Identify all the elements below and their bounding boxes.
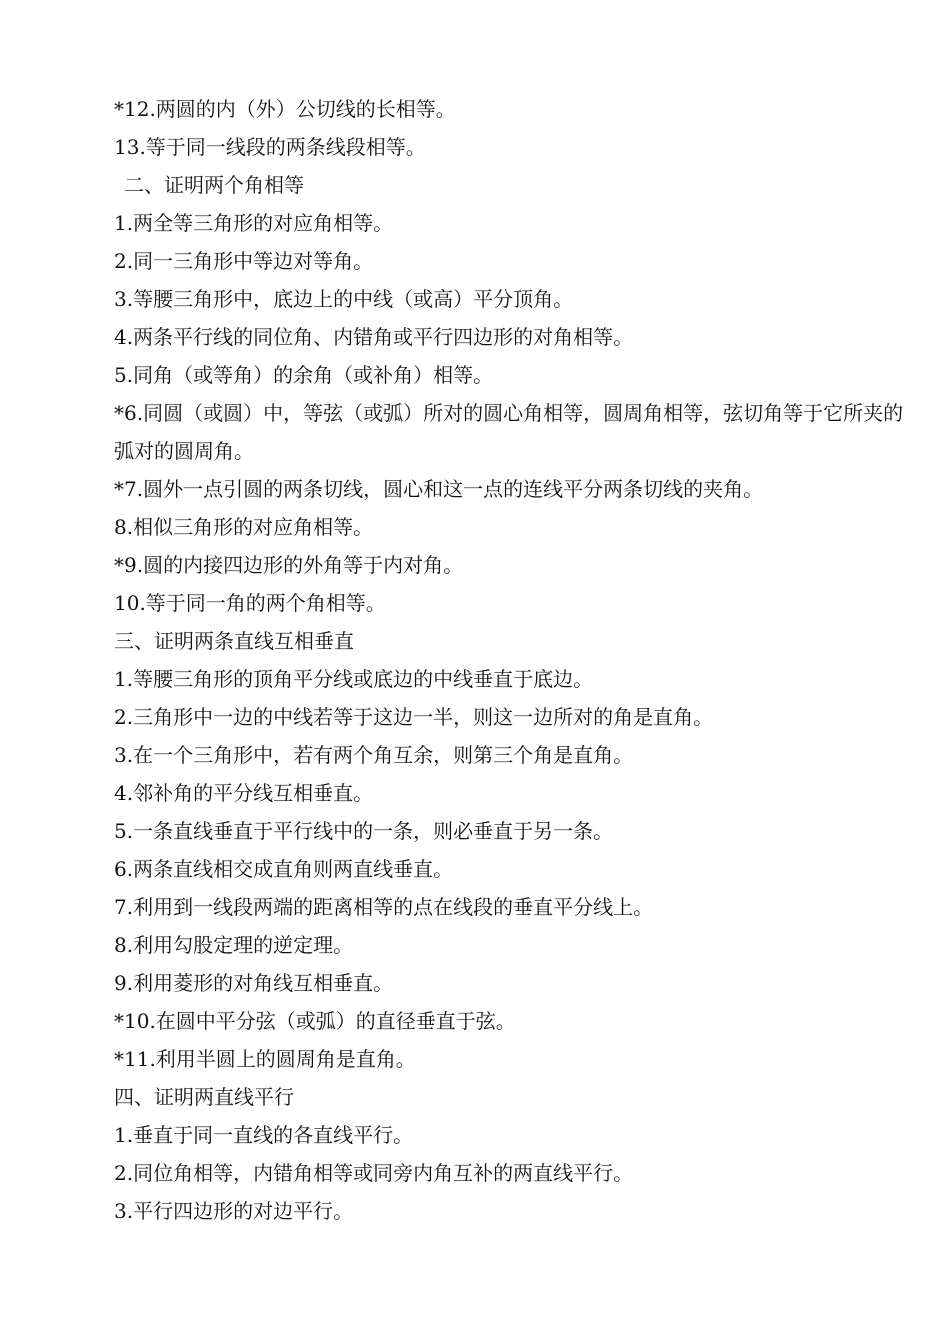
list-item: 5.同角（或等角）的余角（或补角）相等。 [114, 363, 494, 387]
list-item: *12.两圆的内（外）公切线的长相等。 [114, 97, 456, 121]
list-item: 3.在一个三角形中，若有两个角互余，则第三个角是直角。 [114, 743, 634, 767]
section-heading: 三、证明两条直线互相垂直 [114, 629, 354, 653]
list-item: 3.等腰三角形中，底边上的中线（或高）平分顶角。 [114, 287, 574, 311]
list-item: *10.在圆中平分弦（或弧）的直径垂直于弦。 [114, 1009, 516, 1033]
list-item: 1.等腰三角形的顶角平分线或底边的中线垂直于底边。 [114, 667, 594, 691]
list-item: 10.等于同一角的两个角相等。 [114, 591, 386, 615]
list-item: 2.同一三角形中等边对等角。 [114, 249, 374, 273]
list-item: 1.两全等三角形的对应角相等。 [114, 211, 394, 235]
list-item: 2.三角形中一边的中线若等于这边一半，则这一边所对的角是直角。 [114, 705, 714, 729]
list-item: 7.利用到一线段两端的距离相等的点在线段的垂直平分线上。 [114, 895, 654, 919]
list-item: 3.平行四边形的对边平行。 [114, 1199, 354, 1223]
section-heading: 四、证明两直线平行 [114, 1085, 294, 1109]
list-item: 8.利用勾股定理的逆定理。 [114, 933, 354, 957]
list-item: *11.利用半圆上的圆周角是直角。 [114, 1047, 416, 1071]
list-item: 1.垂直于同一直线的各直线平行。 [114, 1123, 414, 1147]
list-item: *9.圆的内接四边形的外角等于内对角。 [114, 553, 464, 577]
list-item: *6.同圆（或圆）中，等弦（或弧）所对的圆心角相等，圆周角相等，弦切角等于它所夹的弧对的圆周角。 [114, 401, 904, 463]
list-item: 6.两条直线相交成直角则两直线垂直。 [114, 857, 454, 881]
list-item: 5.一条直线垂直于平行线中的一条，则必垂直于另一条。 [114, 819, 614, 843]
list-item: 4.两条平行线的同位角、内错角或平行四边形的对角相等。 [114, 325, 634, 349]
document-body [114, 90, 904, 1230]
list-item: 8.相似三角形的对应角相等。 [114, 515, 374, 539]
list-item: 4.邻补角的平分线互相垂直。 [114, 781, 374, 805]
section-heading: 二、证明两个角相等 [124, 173, 304, 197]
list-item: 2.同位角相等，内错角相等或同旁内角互补的两直线平行。 [114, 1161, 634, 1185]
list-item: *7.圆外一点引圆的两条切线，圆心和这一点的连线平分两条切线的夹角。 [114, 477, 764, 501]
list-item: 13.等于同一线段的两条线段相等。 [114, 135, 426, 159]
list-item: 9.利用菱形的对角线互相垂直。 [114, 971, 394, 995]
